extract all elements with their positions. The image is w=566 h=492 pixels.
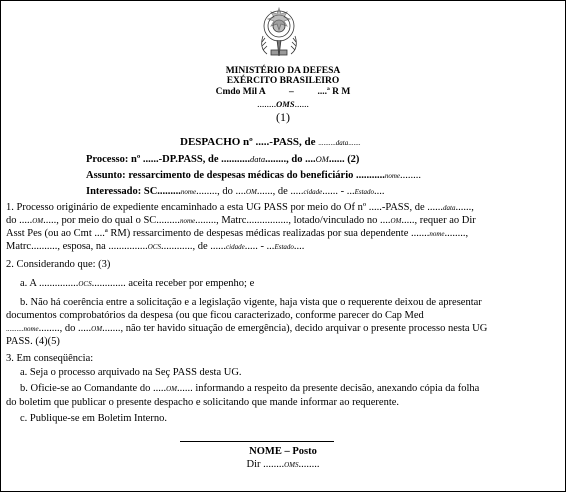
item3-b-line2: do boletim que publicar o presente despacho e solicitando que mande informar ao requerente. bbox=[6, 397, 400, 408]
reference-number: (1) bbox=[276, 110, 290, 124]
item3-b-line1: b. Oficie-se ao Comandante do .....OM...... informando a respeito da presente decisão, anexando cópia da folha bbox=[20, 383, 480, 394]
signature-title: Dir ........OMS........ bbox=[246, 459, 320, 470]
interessado-line: Interessado: SC.........nome........, do ....OM......, de .....cidade...... - ...Estado.... bbox=[86, 186, 385, 197]
item3-a: a. Seja o processo arquivado na Seç PASS desta UG. bbox=[20, 367, 242, 378]
item2-b-line2: documentos comprobatórios da despesa (ou que ficou caracterizado, conforme parecer do Cap Med bbox=[6, 310, 424, 321]
item1-line4: Matrc.........., esposa, na ...............OCS............, de ......cidade..... - ...Estado.... bbox=[6, 241, 305, 252]
item2-b-line3: ..........nome........, do .....OM......., não ter havido situação de emergência), decido arquivar o presente processo nesta UG bbox=[6, 323, 488, 334]
item1-line3: Asst Pes (ou ao Cmt ....ª RM) ressarcimento de despesas médicas realizadas por sua dependente .......nome........, bbox=[6, 228, 469, 239]
item3-c: c. Publique-se em Boletim Interno. bbox=[20, 413, 167, 424]
army-title: EXÉRCITO BRASILEIRO bbox=[226, 76, 340, 86]
assunto-line: Assunto: ressarcimento de despesas médicas do beneficiário ...........nome........ bbox=[86, 170, 422, 181]
oms-line: ........OMS...... bbox=[257, 99, 309, 110]
item2-b-line1: b. Não há coerência entre a solicitação e a legislação vigente, haja vista que o requerente deixou de apresentar bbox=[20, 297, 482, 308]
item2-b-line4: PASS. (4)(5) bbox=[6, 336, 60, 347]
despacho-title: DESPACHO nº .....-PASS, de ..........data....... bbox=[180, 136, 361, 148]
signature-line bbox=[180, 441, 334, 442]
processo-line: Processo: nº ......-DP.PASS, de ...........data........, do ....OM...... (2) bbox=[86, 154, 360, 165]
item2-title: 2. Considerando que: (3) bbox=[6, 259, 111, 270]
item3-title: 3. Em conseqüência: bbox=[6, 353, 94, 364]
coat-of-arms-emblem bbox=[257, 6, 301, 60]
item1-line1: 1. Processo originário de expediente encaminhado a esta UG PASS por meio do Of nº .....-PASS, de ......data......, bbox=[6, 202, 474, 213]
item2-a: a. A ...............OCS............. aceita receber por empenho; e bbox=[20, 278, 255, 289]
command-line: Cmdo Mil A – ....ª R M bbox=[215, 87, 351, 97]
ministry-title: MINISTÉRIO DA DEFESA bbox=[225, 66, 341, 76]
signature-name: NOME – Posto bbox=[249, 446, 317, 457]
item1-line2: do .....OM....., por meio do qual o SC.........nome........, Matrc................, lotado/vinculado no ....OM....., requer ao Dir bbox=[6, 215, 476, 226]
